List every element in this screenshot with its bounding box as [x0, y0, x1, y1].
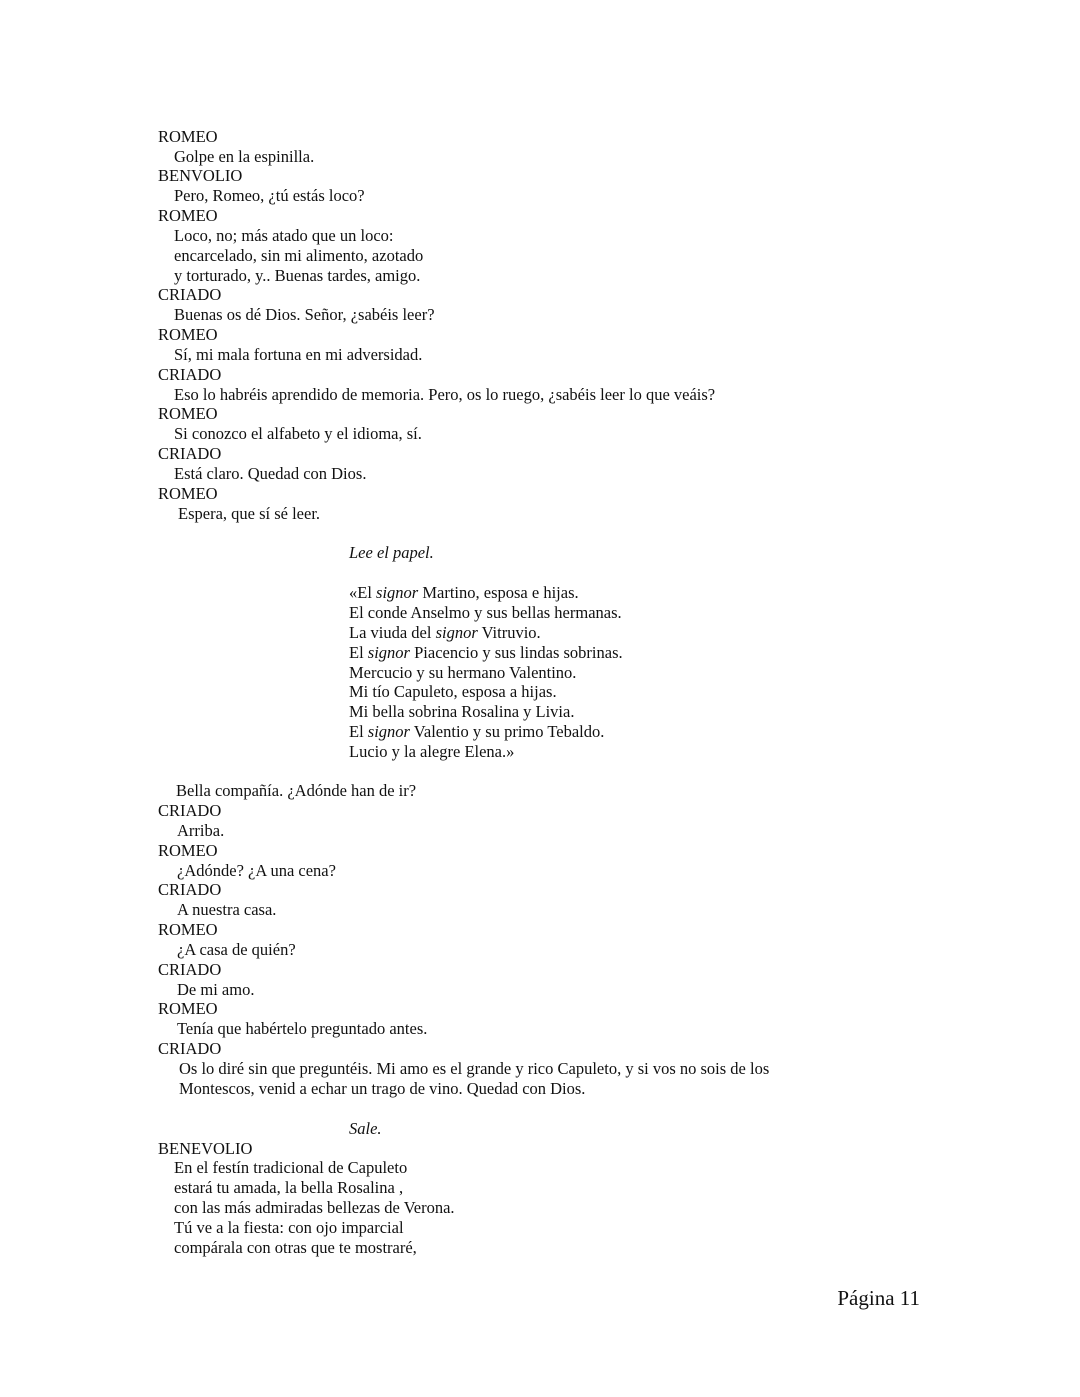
reading-line: El signor Valentio y su primo Tebaldo. — [349, 722, 605, 741]
speech-line: Está claro. Quedad con Dios. — [174, 464, 367, 483]
speaker-name: CRIADO — [158, 960, 222, 979]
speech-line: En el festín tradicional de Capuleto — [174, 1158, 408, 1177]
stage-direction: Lee el papel. — [349, 543, 434, 562]
page-number: Página 11 — [837, 1286, 920, 1310]
reading-line: Mi bella sobrina Rosalina y Livia. — [349, 702, 575, 721]
reading-line: La viuda del signor Vitruvio. — [349, 623, 541, 642]
speaker-name: BENVOLIO — [158, 166, 243, 185]
speech-line: ¿A casa de quién? — [177, 940, 296, 959]
speaker-name: CRIADO — [158, 1039, 222, 1058]
speaker-name: ROMEO — [158, 325, 218, 344]
speech-line: Bella compañía. ¿Adónde han de ir? — [176, 781, 417, 800]
speaker-name: BENEVOLIO — [158, 1139, 253, 1158]
reading-line: Lucio y la alegre Elena.» — [349, 742, 515, 761]
speaker-name: ROMEO — [158, 404, 218, 423]
speech-line: De mi amo. — [177, 980, 255, 999]
speaker-name: ROMEO — [158, 920, 218, 939]
speech-line: estará tu amada, la bella Rosalina , — [174, 1178, 404, 1197]
reading-line: El signor Piacencio y sus lindas sobrinas. — [349, 643, 623, 662]
speaker-name: ROMEO — [158, 999, 218, 1018]
speech-line: Golpe en la espinilla. — [174, 147, 315, 166]
speech-line: Espera, que sí sé leer. — [178, 504, 321, 523]
speaker-name: ROMEO — [158, 127, 218, 146]
speech-line: y torturado, y.. Buenas tardes, amigo. — [174, 266, 421, 285]
speech-line: Buenas os dé Dios. Señor, ¿sabéis leer? — [174, 305, 435, 324]
speaker-name: CRIADO — [158, 801, 222, 820]
speech-line: Montescos, venid a echar un trago de vino. Quedad con Dios. — [179, 1079, 586, 1098]
speech-line: Tú ve a la fiesta: con ojo imparcial — [174, 1218, 404, 1237]
speech-line: Os lo diré sin que preguntéis. Mi amo es el grande y rico Capuleto, y si vos no sois de los — [179, 1059, 770, 1078]
speech-line: Pero, Romeo, ¿tú estás loco? — [174, 186, 365, 205]
speech-line: ¿Adónde? ¿A una cena? — [177, 861, 336, 880]
speaker-name: ROMEO — [158, 206, 218, 225]
speech-line: encarcelado, sin mi alimento, azotado — [174, 246, 424, 265]
speech-line: A nuestra casa. — [177, 900, 277, 919]
speech-line: Si conozco el alfabeto y el idioma, sí. — [174, 424, 422, 443]
speaker-name: CRIADO — [158, 285, 222, 304]
reading-line: «El signor Martino, esposa e hijas. — [349, 583, 579, 602]
speech-line: Sí, mi mala fortuna en mi adversidad. — [174, 345, 423, 364]
speech-line: compárala con otras que te mostraré, — [174, 1238, 417, 1257]
speaker-name: CRIADO — [158, 444, 222, 463]
speaker-name: ROMEO — [158, 841, 218, 860]
speech-line: Tenía que habértelo preguntado antes. — [177, 1019, 428, 1038]
speaker-name: CRIADO — [158, 365, 222, 384]
reading-line: Mi tío Capuleto, esposa a hijas. — [349, 682, 557, 701]
stage-direction: Sale. — [349, 1119, 382, 1138]
speaker-name: ROMEO — [158, 484, 218, 503]
speech-line: Eso lo habréis aprendido de memoria. Pero, os lo ruego, ¿sabéis leer lo que veáis? — [174, 385, 716, 404]
speech-line: Arriba. — [177, 821, 225, 840]
speech-line: con las más admiradas bellezas de Verona. — [174, 1198, 455, 1217]
speech-line: Loco, no; más atado que un loco: — [174, 226, 394, 245]
speaker-name: CRIADO — [158, 880, 222, 899]
reading-line: Mercucio y su hermano Valentino. — [349, 663, 577, 682]
reading-line: El conde Anselmo y sus bellas hermanas. — [349, 603, 622, 622]
